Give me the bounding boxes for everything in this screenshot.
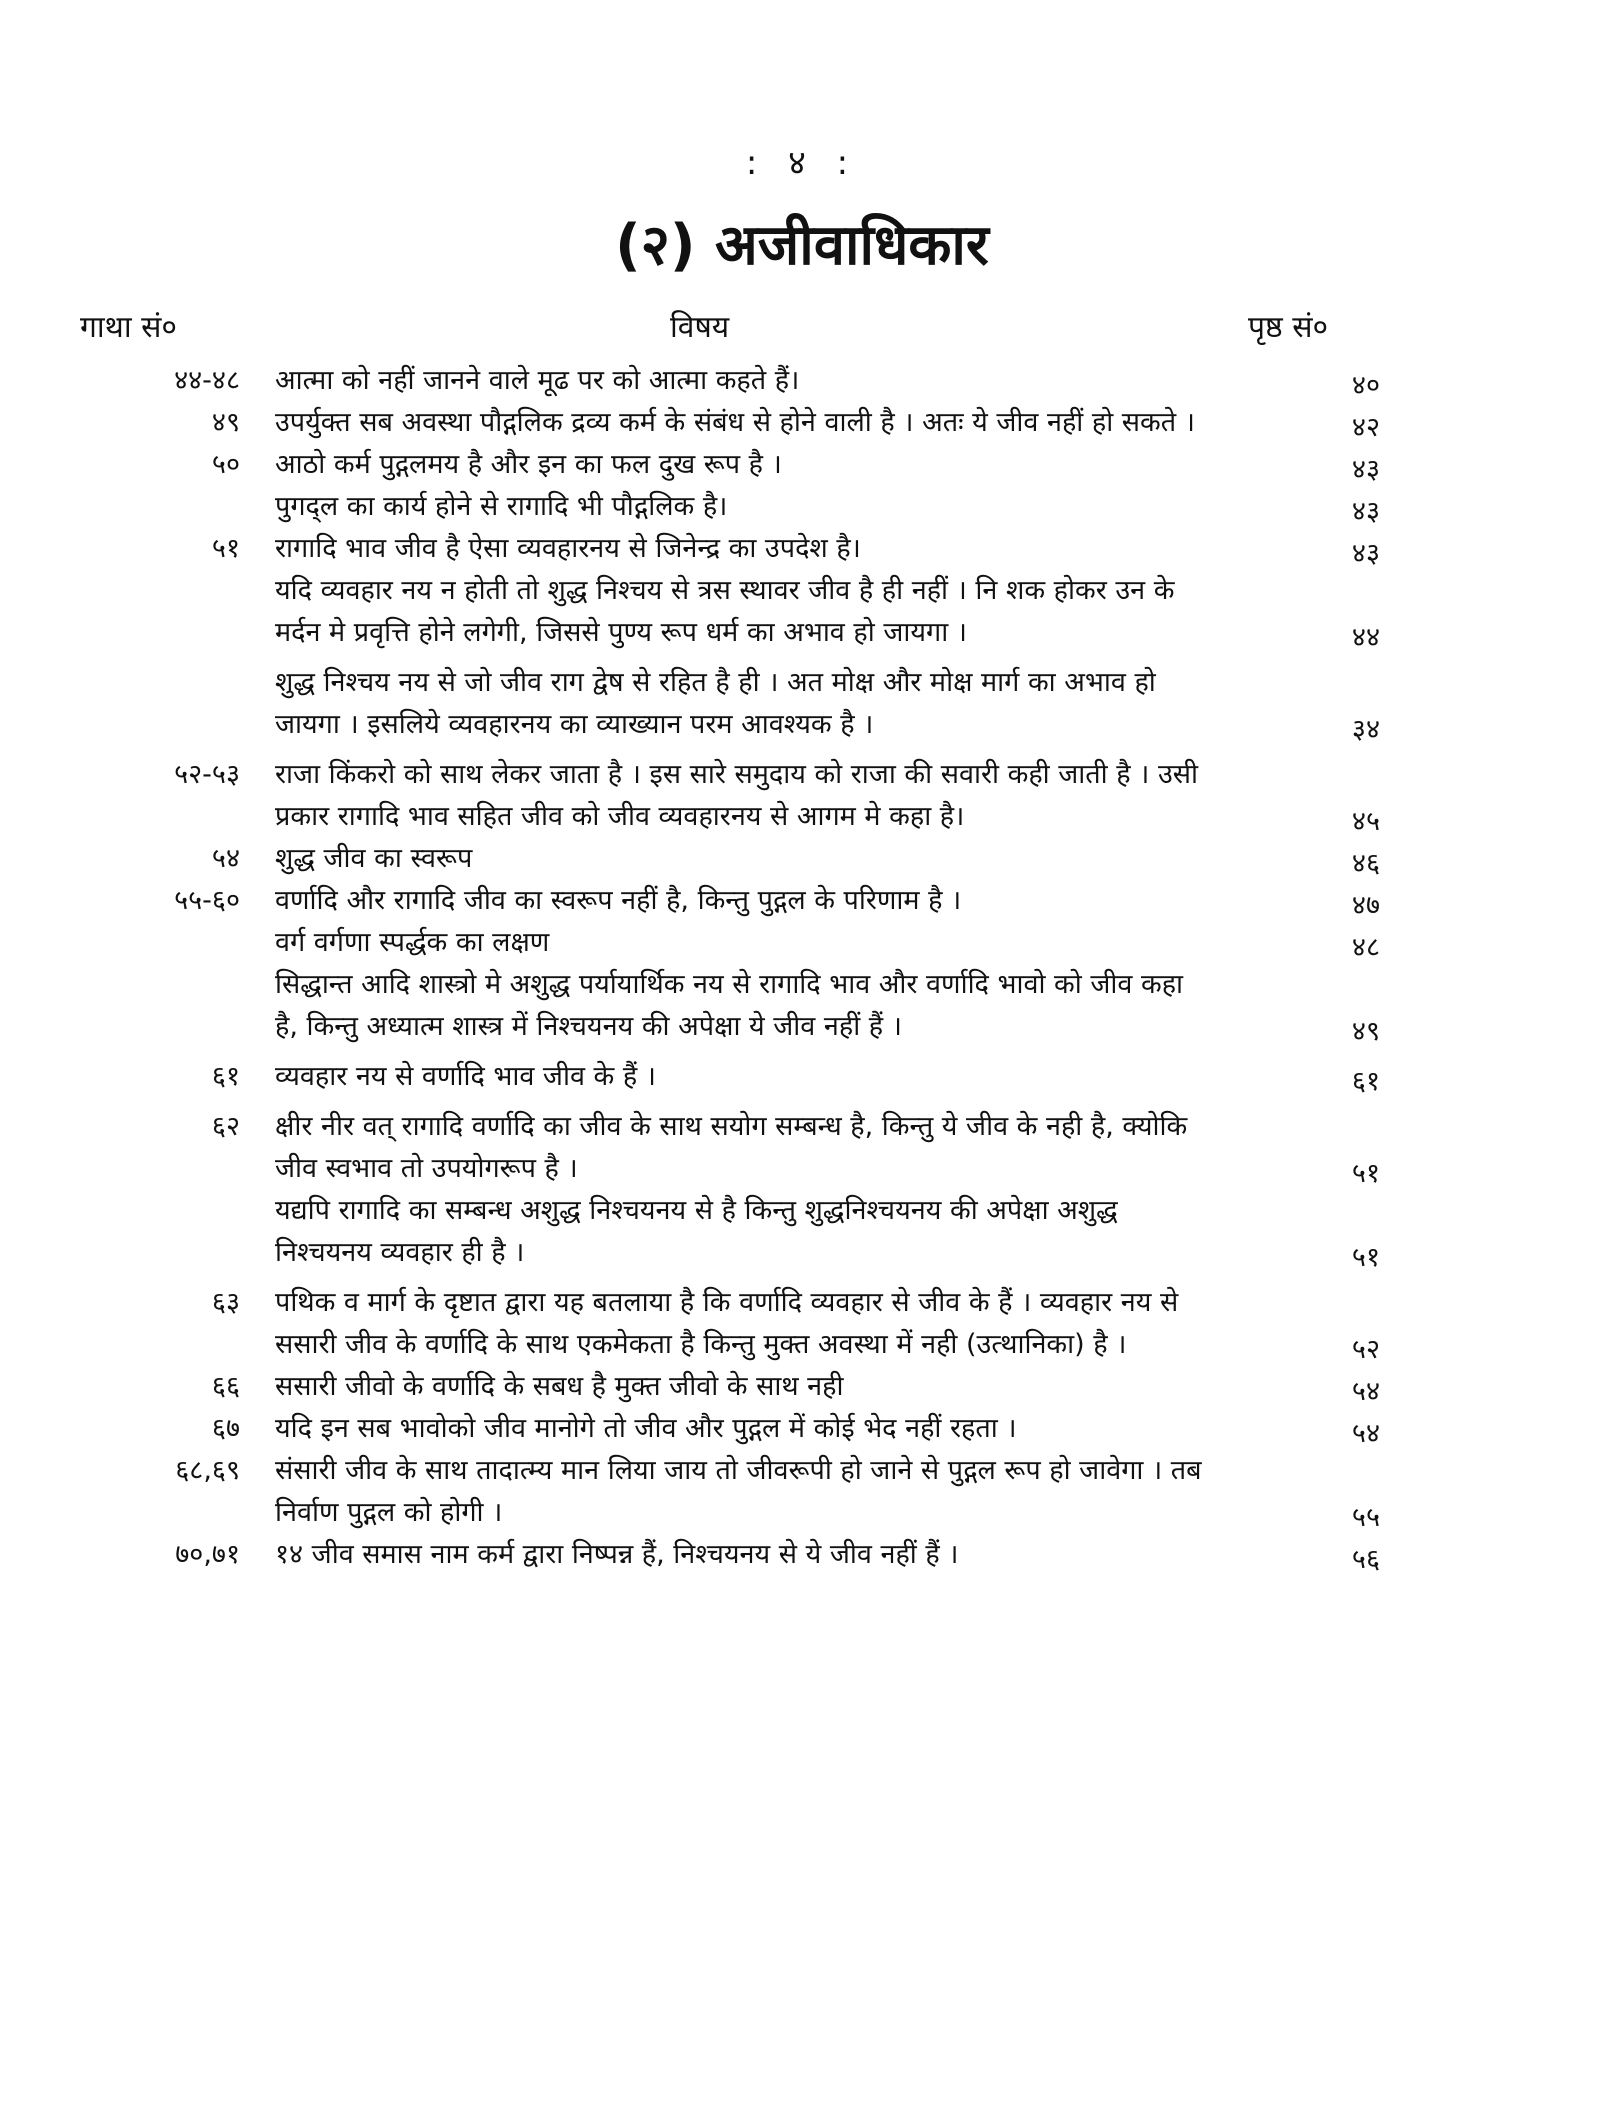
page-ref: ४० xyxy=(1351,370,1380,401)
gatha-number: ६१ xyxy=(211,1061,240,1092)
gatha-number: ७०,७१ xyxy=(175,1539,240,1570)
list-item xyxy=(0,1106,1604,1190)
list-item xyxy=(0,1366,1604,1408)
entry-text: संसारी जीव के साथ तादात्म्य मान लिया जाय तो जीवरूपी हो जाने से पुद्गल रूप हो जावेगा । तब निर्वाण पुद्गल को होगी । xyxy=(275,1455,1202,1528)
entry-text: १४ जीव समास नाम कर्म द्वारा निष्पन्न हैं, निश्चयनय से ये जीव नहीं हैं । xyxy=(275,1539,959,1570)
page-ref: ४३ xyxy=(1351,538,1380,569)
gatha-number: ५१ xyxy=(211,533,240,564)
page-ref: ४४ xyxy=(1351,622,1380,653)
list-item xyxy=(0,528,1604,570)
entry-text: सिद्धान्त आदि शास्त्रो मे अशुद्ध पर्यायार्थिक नय से रागादि भाव और वर्णादि भावो को जीव कहा है, किन्तु अध्यात्म शास्त्र में निश्चयनय की अपेक्षा ये जीव नहीं हैं । xyxy=(275,969,1184,1042)
header-vishay: विषय xyxy=(670,310,730,345)
entry-text: वर्णादि और रागादि जीव का स्वरूप नहीं है, किन्तु पुद्गल के परिणाम है । xyxy=(275,885,962,916)
page-ref: ५१ xyxy=(1351,1242,1380,1273)
entry-text: वर्ग वर्गणा स्पर्द्धक का लक्षण xyxy=(275,927,550,958)
list-item xyxy=(0,662,1604,746)
list-item xyxy=(0,486,1604,528)
gatha-number: ४४-४८ xyxy=(174,365,240,396)
page-ref: ५२ xyxy=(1351,1334,1380,1365)
list-item xyxy=(0,1408,1604,1450)
gatha-number: ६७ xyxy=(211,1413,240,1444)
page-ref: ५६ xyxy=(1351,1544,1380,1575)
page-ref: ४७ xyxy=(1351,890,1380,921)
entry-text: उपर्युक्त सब अवस्था पौद्गलिक द्रव्य कर्म के संबंध से होने वाली है । अतः ये जीव नहीं हो सकते । xyxy=(275,407,1195,438)
page-ref: ५४ xyxy=(1351,1418,1380,1449)
entry-text: व्यवहार नय से वर्णादि भाव जीव के हैं । xyxy=(275,1061,657,1092)
page-ref: ५४ xyxy=(1351,1376,1380,1407)
page-ref: ५५ xyxy=(1351,1502,1380,1533)
entry-text: आठो कर्म पुद्गलमय है और इन का फल दुख रूप है । xyxy=(275,449,782,480)
entry-text: यदि व्यवहार नय न होती तो शुद्ध निश्चय से त्रस स्थावर जीव है ही नहीं । नि शक होकर उन के मर्दन मे प्रवृत्ति होने लगेगी, जिससे पुण्य रूप धर्म का अभाव हो जायगा । xyxy=(275,575,1175,648)
entry-text: शुद्ध निश्चय नय से जो जीव राग द्वेष से रहित है ही । अत मोक्ष और मोक्ष मार्ग का अभाव हो जायगा । इसलिये व्यवहारनय का व्याख्यान परम आवश्यक है । xyxy=(275,667,1156,740)
list-item xyxy=(0,838,1604,880)
gatha-number: ५४ xyxy=(211,843,240,874)
list-item xyxy=(0,1450,1604,1534)
list-item xyxy=(0,1056,1604,1098)
gatha-number: ६८,६९ xyxy=(175,1455,240,1486)
page-ref: ५१ xyxy=(1351,1158,1380,1189)
gatha-number: ५० xyxy=(211,449,240,480)
entry-text: रागादि भाव जीव है ऐसा व्यवहारनय से जिनेन्द्र का उपदेश है। xyxy=(275,533,861,564)
list-item xyxy=(0,964,1604,1048)
entry-text: क्षीर नीर वत् रागादि वर्णादि का जीव के साथ सयोग सम्बन्ध है, किन्तु ये जीव के नही है, क्योकि जीव स्वभाव तो उपयोगरूप है । xyxy=(275,1111,1188,1184)
entry-text: पथिक व मार्ग के दृष्टात द्वारा यह बतलाया है कि वर्णादि व्यवहार से जीव के हैं । व्यवहार नय से ससारी जीव के वर्णादि के साथ एकमेकता है किन्तु मुक्त अवस्था में नही (उत्थानिका) है । xyxy=(275,1287,1179,1360)
page-ref: ४६ xyxy=(1351,848,1380,879)
list-item xyxy=(0,444,1604,486)
header-page: पृष्ठ सं० xyxy=(1248,310,1329,345)
entry-text: आत्मा को नहीं जानने वाले मूढ पर को आत्मा कहते हैं। xyxy=(275,365,800,396)
list-item xyxy=(0,402,1604,444)
entry-text: शुद्ध जीव का स्वरूप xyxy=(275,843,473,874)
page-ref: ४२ xyxy=(1351,412,1380,443)
list-item xyxy=(0,360,1604,402)
page-number: : ४ : xyxy=(745,143,859,183)
header-gatha: गाथा सं० xyxy=(80,310,178,345)
list-item xyxy=(0,922,1604,964)
page-ref: ४८ xyxy=(1351,932,1380,963)
contents-list xyxy=(0,360,1604,1576)
page-ref: ४३ xyxy=(1351,496,1380,527)
list-item xyxy=(0,880,1604,922)
list-item xyxy=(0,1534,1604,1576)
gatha-number: ५५-६० xyxy=(174,885,240,916)
chapter-title: (२) अजीवाधिकार xyxy=(615,213,989,278)
list-item xyxy=(0,754,1604,838)
list-item xyxy=(0,1190,1604,1274)
page-ref: ६१ xyxy=(1351,1066,1380,1097)
page-ref: ४९ xyxy=(1351,1016,1380,1047)
list-item xyxy=(0,1282,1604,1366)
gatha-number: ६६ xyxy=(211,1371,240,1402)
gatha-number: ५२-५३ xyxy=(174,759,240,790)
entry-text: पुगद्ल का कार्य होने से रागादि भी पौद्गलिक है। xyxy=(275,491,728,522)
page-ref: ३४ xyxy=(1351,714,1380,745)
page-ref: ४५ xyxy=(1351,806,1380,837)
entry-text: राजा किंकरो को साथ लेकर जाता है । इस सारे समुदाय को राजा की सवारी कही जाती है । उसी प्रकार रागादि भाव सहित जीव को जीव व्यवहारनय से आगम मे कहा है। xyxy=(275,759,1199,832)
entry-text: यदि इन सब भावोको जीव मानोगे तो जीव और पुद्गल में कोई भेद नहीं रहता । xyxy=(275,1413,1017,1444)
entry-text: यद्यपि रागादि का सम्बन्ध अशुद्ध निश्चयनय से है किन्तु शुद्धनिश्चयनय की अपेक्षा अशुद्ध निश्चयनय व्यवहार ही है । xyxy=(275,1195,1118,1268)
list-item xyxy=(0,570,1604,654)
gatha-number: ६२ xyxy=(211,1111,240,1142)
gatha-number: ६३ xyxy=(211,1287,240,1318)
entry-text: ससारी जीवो के वर्णादि के सबध है मुक्त जीवो के साथ नही xyxy=(275,1371,844,1402)
page-ref: ४३ xyxy=(1351,454,1380,485)
gatha-number: ४९ xyxy=(211,407,240,438)
